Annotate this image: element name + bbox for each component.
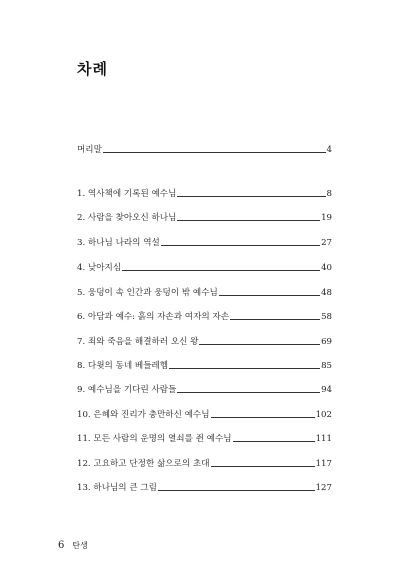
toc-entry-page: 8 <box>326 189 332 199</box>
toc-entry[interactable] <box>77 209 332 223</box>
toc-entry-page: 58 <box>321 312 332 322</box>
toc-leader-line <box>211 466 315 467</box>
toc-entry[interactable] <box>77 455 332 469</box>
toc-leader-line <box>199 344 320 345</box>
toc-entry[interactable] <box>77 284 332 298</box>
toc-entry-label: 7. 죄와 죽음을 해결하러 오신 왕 <box>77 337 199 347</box>
toc-entry-label: 8. 다윗의 동네 베들레헴 <box>77 361 169 371</box>
toc-entry[interactable] <box>77 308 332 322</box>
toc-entry-label: 1. 역사책에 기록된 예수님 <box>77 189 177 199</box>
toc-entry[interactable] <box>77 333 332 347</box>
page-title: 차례 <box>77 60 108 78</box>
toc-entry-page: 27 <box>321 238 332 248</box>
toc-entry-label: 6. 아담과 예수: 흙의 자손과 여자의 자손 <box>77 312 230 322</box>
toc-entry[interactable] <box>77 406 332 420</box>
toc-entry-page: 102 <box>315 410 332 420</box>
toc-entry-label: 11. 모든 사람의 운명의 열쇠를 쥔 예수님 <box>77 434 232 444</box>
toc-entry-label: 4. 낮아지심 <box>77 263 122 273</box>
toc-leader-line <box>233 441 315 442</box>
toc-entry[interactable] <box>77 357 332 371</box>
toc-leader-line <box>169 368 320 369</box>
toc-entry-label: 10. 은혜와 진리가 충만하신 예수님 <box>77 410 210 420</box>
toc-entry[interactable] <box>77 381 332 395</box>
toc-entry[interactable] <box>77 259 332 273</box>
toc-entry-label: 5. 웅덩이 속 인간과 웅덩이 밖 예수님 <box>77 288 218 298</box>
toc-entry[interactable] <box>77 479 332 493</box>
toc-entry-page: 4 <box>326 145 332 155</box>
footer-page-number: 6 <box>58 540 65 551</box>
toc-leader-line <box>177 196 325 197</box>
toc-entry-page: 117 <box>315 459 332 469</box>
toc-entry-page: 19 <box>321 213 332 223</box>
page-footer <box>58 540 88 551</box>
toc-entry-label: 머리말 <box>77 145 102 155</box>
toc-leader-line <box>177 220 320 221</box>
toc-entry-preface[interactable] <box>77 141 332 155</box>
toc-entry-page: 111 <box>315 434 332 444</box>
toc-entry-label: 2. 사람을 찾아오신 하나님 <box>77 213 177 223</box>
toc-leader-line <box>122 270 320 271</box>
toc-leader-line <box>219 295 320 296</box>
toc-entry-label: 12. 고요하고 단정한 삶으로의 초대 <box>77 459 210 469</box>
toc-entry-page: 127 <box>315 483 332 493</box>
toc-leader-line <box>230 319 320 320</box>
toc-entry-label: 3. 하나님 나라의 역설 <box>77 238 160 248</box>
toc-entry-page: 94 <box>321 385 332 395</box>
toc-entry[interactable] <box>77 234 332 248</box>
toc-entry-label: 13. 하나님의 큰 그림 <box>77 483 157 493</box>
toc-entry-label: 9. 예수님을 기다린 사람들 <box>77 385 177 395</box>
toc-leader-line <box>161 245 320 246</box>
toc-entry-page: 85 <box>321 361 332 371</box>
toc-entry-page: 48 <box>321 288 332 298</box>
footer-book-name: 탄생 <box>72 541 88 550</box>
toc-leader-line <box>158 490 315 491</box>
toc-entry[interactable] <box>77 185 332 199</box>
toc-entry[interactable] <box>77 430 332 444</box>
toc-entry-page: 40 <box>321 263 332 273</box>
toc-entry-page: 69 <box>321 337 332 347</box>
toc-leader-line <box>177 392 320 393</box>
toc-leader-line <box>211 417 315 418</box>
toc-leader-line <box>103 152 326 153</box>
